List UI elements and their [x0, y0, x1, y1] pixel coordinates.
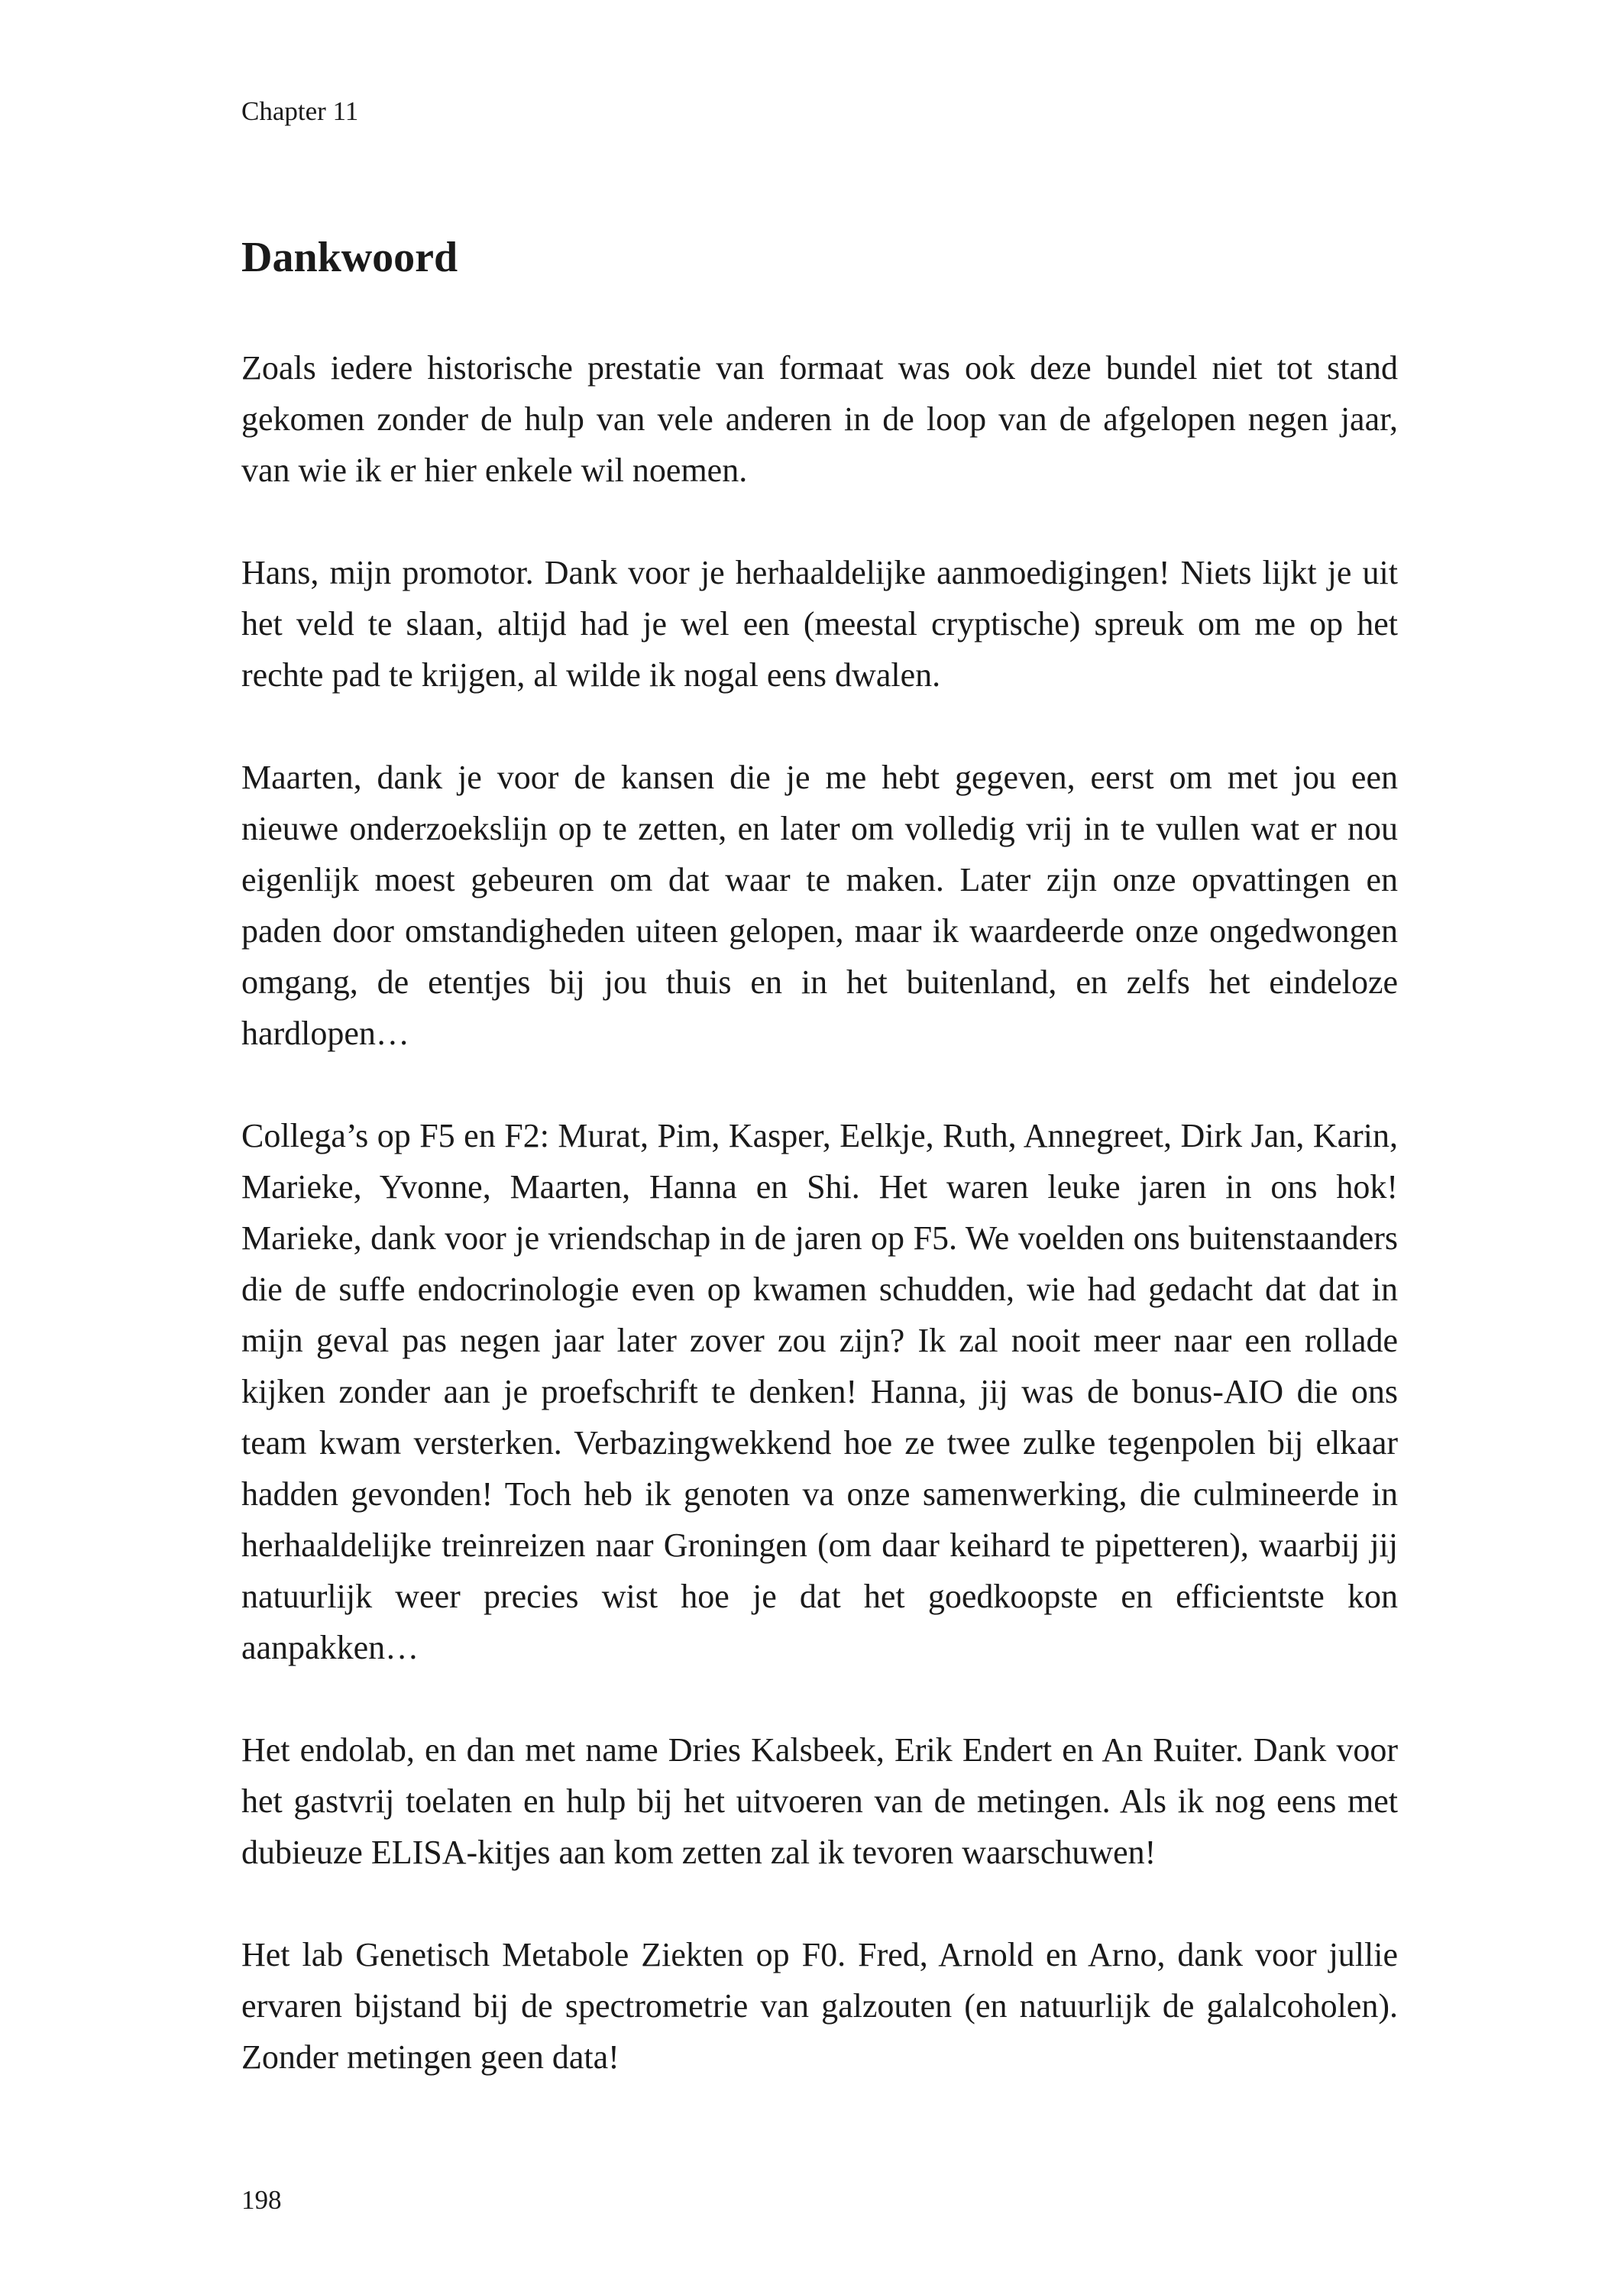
paragraph-endolab: Het endolab, en dan met name Dries Kalsbeek, Erik Endert en An Ruiter. Dank voor het gastvrij toelaten en hulp bij het uitvoeren van de metingen. Als ik nog eens met dubieuze ELISA-kitjes aan kom zetten zal ik tevoren waarschuwen! [241, 1731, 1398, 1871]
paragraph-lab-genetisch: Het lab Genetisch Metabole Ziekten op F0. Fred, Arnold en Arno, dank voor jullie ervaren bijstand bij de spectrometrie van galzouten (en natuurlijk de galalcoholen). Zonder metingen geen data! [241, 1936, 1398, 2076]
page-number: 198 [241, 2185, 282, 2215]
paragraph-hans: Hans, mijn promotor. Dank voor je herhaaldelijke aanmoedigingen! Niets lijkt je uit het veld te slaan, altijd had je wel een (meestal cryptische) spreuk om me op het rechte pad te krijgen, al wilde ik nogal eens dwalen. [241, 554, 1398, 694]
paragraph-collegas: Collega’s op F5 en F2: Murat, Pim, Kasper, Eelkje, Ruth, Annegreet, Dirk Jan, Karin, Marieke, Yvonne, Maarten, Hanna en Shi. Het waren leuke jaren in ons hok! Marieke, dank voor je vriendschap in de jaren op F5. We voelden ons buitenstaanders die de suffe endocrinologie even op kwamen schudden, wie had gedacht dat dat in mijn geval pas negen jaar later zover zou zijn? Ik zal nooit meer naar een rollade kijken zonder aan je proefschrift te denken! Hanna, jij was de bonus-AIO die ons team kwam versterken. Verbazingwekkend hoe ze twee zulke tegenpolen bij elkaar hadden gevonden! Toch heb ik genoten va onze samenwerking, die culmineerde in herhaaldelijke treinreizen naar Groningen (om daar keihard te pipetteren), waarbij jij natuurlijk weer precies wist hoe je dat het goedkoopste en efficientste kon aanpakken… [241, 1117, 1398, 1666]
body-text [241, 342, 1398, 2083]
running-head: Chapter 11 [241, 96, 359, 126]
paragraph-maarten: Maarten, dank je voor de kansen die je me hebt gegeven, eerst om met jou een nieuwe onderzoekslijn op te zetten, en later om volledig vrij in te vullen wat er nou eigenlijk moest gebeuren om dat waar te maken. Later zijn onze opvattingen en paden door omstandigheden uiteen gelopen, maar ik waardeerde onze ongedwongen omgang, de etentjes bij jou thuis en in het buitenland, en zelfs het eindeloze hardlopen… [241, 759, 1398, 1052]
paragraph-intro: Zoals iedere historische prestatie van formaat was ook deze bundel niet tot stand gekomen zonder de hulp van vele anderen in de loop van de afgelopen negen jaar, van wie ik er hier enkele wil noemen. [241, 349, 1398, 489]
chapter-title: Dankwoord [241, 234, 458, 281]
